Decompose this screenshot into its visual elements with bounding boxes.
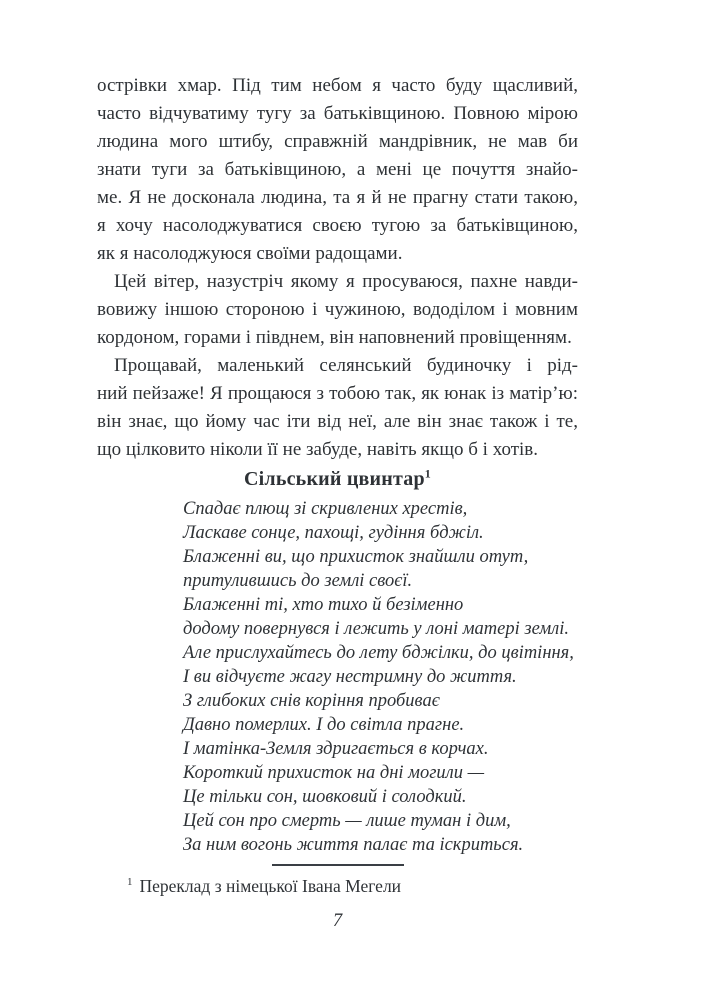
body-text-line: Прощавай, маленький селянський будиночку і рід- — [114, 355, 578, 376]
body-text-line: людина мого штибу, справжній мандрівник, не мав би — [97, 131, 578, 152]
poem-line: І матінка-Земля здригається в корчах. — [183, 739, 489, 759]
poem-line: Але прислухайтесь до лету бджілки, до цвітіння, — [183, 643, 574, 663]
footnote-ref: 1 — [127, 876, 133, 889]
body-text-line: я хочу насолоджуватися своєю тугою за батьківщиною, — [97, 215, 578, 236]
footnote-text: Переклад з німецької Івана Мегели — [139, 876, 402, 896]
poem-line: За ним вогонь життя палає та іскриться. — [183, 835, 524, 855]
poem-line: Блаженні ви, що прихисток знайшли отут, — [183, 547, 529, 567]
poem-line: Ласкаве сонце, пахощі, гудіння бджіл. — [183, 523, 484, 543]
poem-line: Це тільки сон, шовковий і солодкий. — [183, 787, 467, 807]
poem-title-text: Сільський цвинтар — [244, 468, 425, 490]
poem — [97, 497, 578, 857]
text-block — [97, 72, 578, 934]
footnote-divider — [272, 864, 404, 866]
paragraph — [97, 352, 578, 464]
poem-title — [97, 466, 578, 492]
body-text-line: як я насолоджуюся своїми радощами. — [97, 243, 403, 264]
body-text-line: Цей вітер, назустріч якому я просуваюся, пахне навди- — [114, 271, 578, 292]
poem-title-footnote-ref: 1 — [424, 466, 431, 481]
body-text-line: ме. Я не досконала людина, та я й не прагну стати такою, — [97, 187, 578, 208]
footnote — [97, 874, 578, 899]
body-text-line: часто відчуватиму тугу за батьківщиною. Повною мірою — [97, 103, 578, 124]
paragraph — [97, 72, 578, 268]
poem-line: Давно померлих. І до світла прагне. — [183, 715, 465, 735]
paragraph — [97, 268, 578, 352]
body-text-line: острівки хмар. Під тим небом я часто буду щасливий, — [97, 75, 578, 96]
body-text-line: знати туги за батьківщиною, а мені це почуття знайо- — [97, 159, 578, 180]
poem-line: Блаженні ті, хто тихо й безіменно — [183, 595, 464, 615]
poem-line: притулившись до землі своєї. — [183, 571, 413, 591]
body-text-line: що цілковито ніколи її не забуде, навіть якщо б і хотів. — [97, 439, 539, 460]
poem-line: І ви відчуєте жагу нестримну до життя. — [183, 667, 517, 687]
poem-line: додому повернувся і лежить у лоні матері землі. — [183, 619, 569, 639]
poem-line: З глибоких снів коріння пробиває — [183, 691, 440, 711]
poem-line: Спадає плющ зі скривлених хрестів, — [183, 499, 468, 519]
poem-line: Короткий прихисток на дні могили — — [183, 763, 485, 783]
body-text-line: вовижу іншою стороною і чужиною, вододілом і мовним — [97, 299, 578, 320]
body-text-line: ний пейзаже! Я прощаюся з тобою так, як юнак із матір’ю: — [97, 383, 578, 404]
body-text-line: кордоном, горами і півднем, він наповнений провіщенням. — [97, 327, 572, 348]
page-number: 7 — [332, 911, 343, 931]
poem-line: Цей сон про смерть — лише туман і дим, — [183, 811, 511, 831]
body-text-line: він знає, що йому час іти від неї, але він знає також і те, — [97, 411, 578, 432]
